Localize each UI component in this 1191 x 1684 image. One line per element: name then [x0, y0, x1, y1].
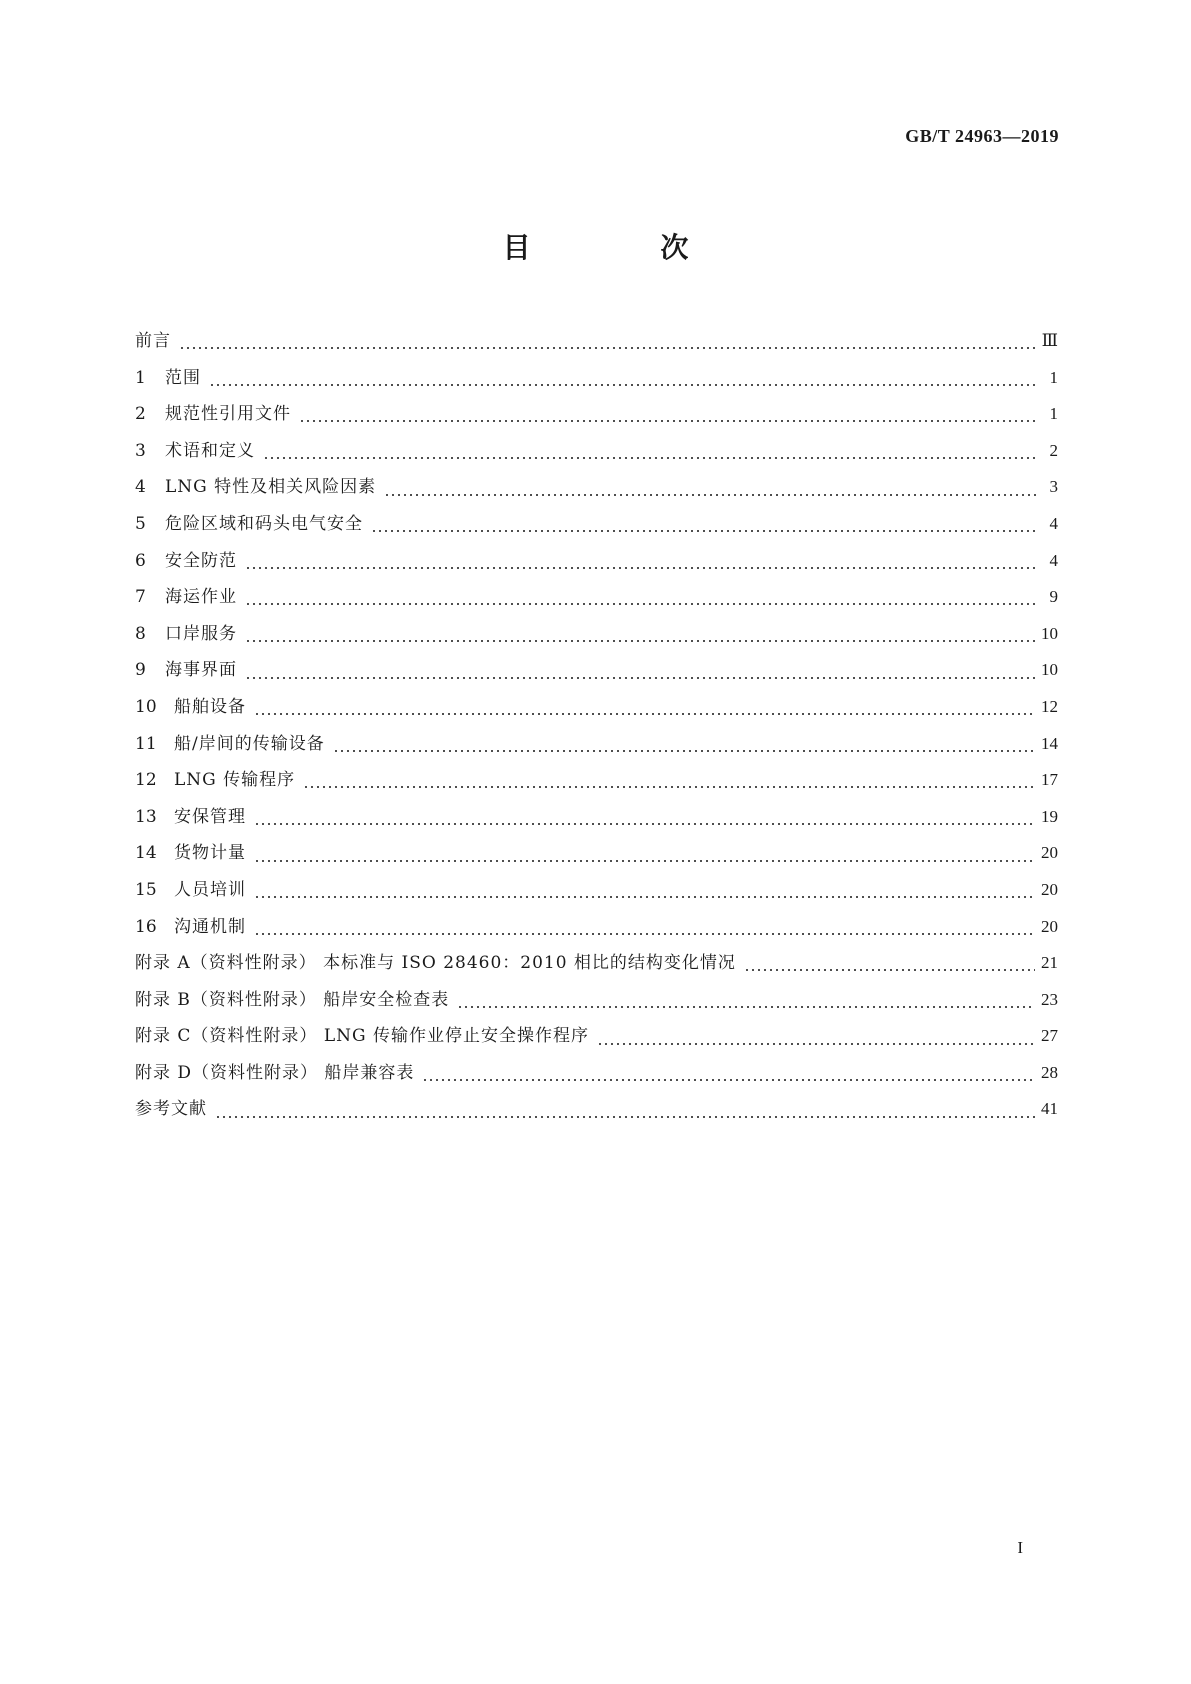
toc-entry[interactable]: [135, 875, 1058, 912]
toc-entry-number: 14: [135, 843, 157, 864]
toc-entry-label: 附录 C（资料性附录） LNG 传输作业停止安全操作程序: [135, 1026, 589, 1047]
toc-entry-page: 1: [1049, 404, 1058, 424]
page-title: 目 次: [502, 231, 749, 264]
toc-entry[interactable]: [135, 912, 1058, 949]
toc-entry-number: 4: [135, 477, 146, 498]
standard-code: GB/T 24963—2019: [905, 126, 1059, 146]
toc-entry-label: 安保管理: [174, 806, 246, 827]
toc-entry-number: 16: [135, 916, 157, 937]
toc-entry-page: 19: [1041, 806, 1058, 826]
toc-entry[interactable]: [135, 765, 1058, 802]
toc-entry[interactable]: [135, 326, 1058, 363]
toc-leader-dots: [457, 1005, 1035, 1009]
toc-leader-dots: [245, 676, 1035, 680]
toc-entry[interactable]: [135, 948, 1058, 985]
toc-entry-number: 6: [135, 550, 146, 571]
toc-entry[interactable]: [135, 1058, 1058, 1095]
toc-entry-number: 7: [135, 587, 146, 608]
toc-entry-label: 海运作业: [165, 587, 237, 608]
toc-leader-dots: [422, 1078, 1035, 1082]
toc-entry-page: 2: [1049, 440, 1058, 460]
table-of-contents: [135, 326, 1058, 1131]
toc-entry[interactable]: [135, 619, 1058, 656]
toc-entry-page: 21: [1041, 953, 1058, 973]
toc-entry-label: LNG 传输程序: [174, 770, 296, 791]
toc-entry-number: 2: [135, 404, 146, 425]
toc-entry-label: 附录 B（资料性附录） 船岸安全检查表: [135, 989, 450, 1010]
toc-leader-dots: [299, 419, 1038, 423]
toc-entry-label: 术语和定义: [165, 440, 255, 461]
toc-entry[interactable]: [135, 692, 1058, 729]
toc-leader-dots: [744, 968, 1035, 972]
toc-entry-label: 参考文献: [135, 1099, 207, 1120]
toc-entry[interactable]: [135, 655, 1058, 692]
toc-leader-dots: [254, 932, 1035, 936]
toc-entry[interactable]: [135, 838, 1058, 875]
page-number: I: [1017, 1538, 1023, 1557]
toc-entry-page: 10: [1041, 623, 1058, 643]
toc-leader-dots: [245, 602, 1038, 606]
toc-entry-number: 11: [135, 733, 157, 754]
toc-entry-label: 货物计量: [174, 843, 246, 864]
toc-entry[interactable]: [135, 399, 1058, 436]
toc-leader-dots: [245, 639, 1035, 643]
toc-entry-page: 10: [1041, 660, 1058, 680]
toc-entry-page: 14: [1041, 733, 1058, 753]
toc-entry-page: 28: [1041, 1062, 1058, 1082]
toc-entry-number: 15: [135, 879, 157, 900]
toc-entry-page: 4: [1049, 513, 1058, 533]
toc-entry[interactable]: [135, 436, 1058, 473]
toc-entry-label: 附录 D（资料性附录） 船岸兼容表: [135, 1062, 415, 1083]
toc-leader-dots: [254, 895, 1035, 899]
toc-entry-label: 危险区域和码头电气安全: [165, 513, 363, 534]
toc-entry-number: 8: [135, 623, 146, 644]
toc-leader-dots: [254, 822, 1035, 826]
toc-entry-page: 3: [1049, 477, 1058, 497]
toc-entry-number: 10: [135, 696, 157, 717]
toc-entry-number: 13: [135, 806, 157, 827]
toc-entry-page: 12: [1041, 696, 1058, 716]
toc-entry-page: Ⅲ: [1041, 331, 1058, 350]
toc-entry-page: 27: [1041, 1026, 1058, 1046]
toc-entry-page: 20: [1041, 843, 1058, 863]
toc-entry-number: 5: [135, 513, 146, 534]
toc-entry[interactable]: [135, 802, 1058, 839]
toc-entry-page: 9: [1049, 587, 1058, 607]
toc-leader-dots: [254, 712, 1035, 716]
toc-entry-page: 4: [1049, 550, 1058, 570]
toc-entry[interactable]: [135, 1021, 1058, 1058]
toc-entry-number: 9: [135, 660, 146, 681]
toc-leader-dots: [597, 1042, 1035, 1046]
toc-entry-page: 23: [1041, 989, 1058, 1009]
toc-entry-page: 1: [1049, 367, 1058, 387]
toc-entry-label: 船舶设备: [174, 696, 246, 717]
toc-entry-label: 范围: [165, 367, 201, 388]
toc-leader-dots: [384, 493, 1038, 497]
toc-entry-label: 前言: [135, 331, 171, 351]
toc-entry[interactable]: [135, 729, 1058, 766]
toc-leader-dots: [179, 346, 1036, 350]
toc-leader-dots: [333, 749, 1035, 753]
toc-entry[interactable]: [135, 509, 1058, 546]
toc-entry-number: 1: [135, 367, 146, 388]
toc-entry[interactable]: [135, 582, 1058, 619]
toc-entry-label: 附录 A（资料性附录） 本标准与 ISO 28460：2010 相比的结构变化情况: [135, 953, 736, 974]
toc-entry-page: 17: [1041, 770, 1058, 790]
toc-leader-dots: [245, 566, 1038, 570]
toc-entry-page: 20: [1041, 916, 1058, 936]
toc-entry-label: 规范性引用文件: [165, 404, 291, 425]
toc-leader-dots: [303, 785, 1035, 789]
toc-entry-number: 12: [135, 770, 157, 791]
toc-entry-page: 20: [1041, 879, 1058, 899]
toc-entry[interactable]: [135, 1094, 1058, 1131]
toc-entry-label: 口岸服务: [165, 623, 237, 644]
toc-entry-page: 41: [1041, 1099, 1058, 1119]
toc-entry[interactable]: [135, 546, 1058, 583]
toc-leader-dots: [254, 859, 1035, 863]
toc-entry[interactable]: [135, 363, 1058, 400]
toc-entry-label: 安全防范: [165, 550, 237, 571]
toc-entry-number: 3: [135, 440, 146, 461]
toc-entry[interactable]: [135, 472, 1058, 509]
toc-entry-label: 人员培训: [174, 879, 246, 900]
toc-entry-label: 海事界面: [165, 660, 237, 681]
toc-entry-label: 沟通机制: [174, 916, 246, 937]
toc-leader-dots: [371, 529, 1038, 533]
toc-leader-dots: [215, 1115, 1035, 1119]
toc-entry-label: 船/岸间的传输设备: [174, 733, 325, 754]
toc-entry-label: LNG 特性及相关风险因素: [165, 477, 377, 498]
toc-leader-dots: [263, 456, 1038, 460]
toc-leader-dots: [209, 383, 1038, 387]
toc-entry[interactable]: [135, 985, 1058, 1022]
